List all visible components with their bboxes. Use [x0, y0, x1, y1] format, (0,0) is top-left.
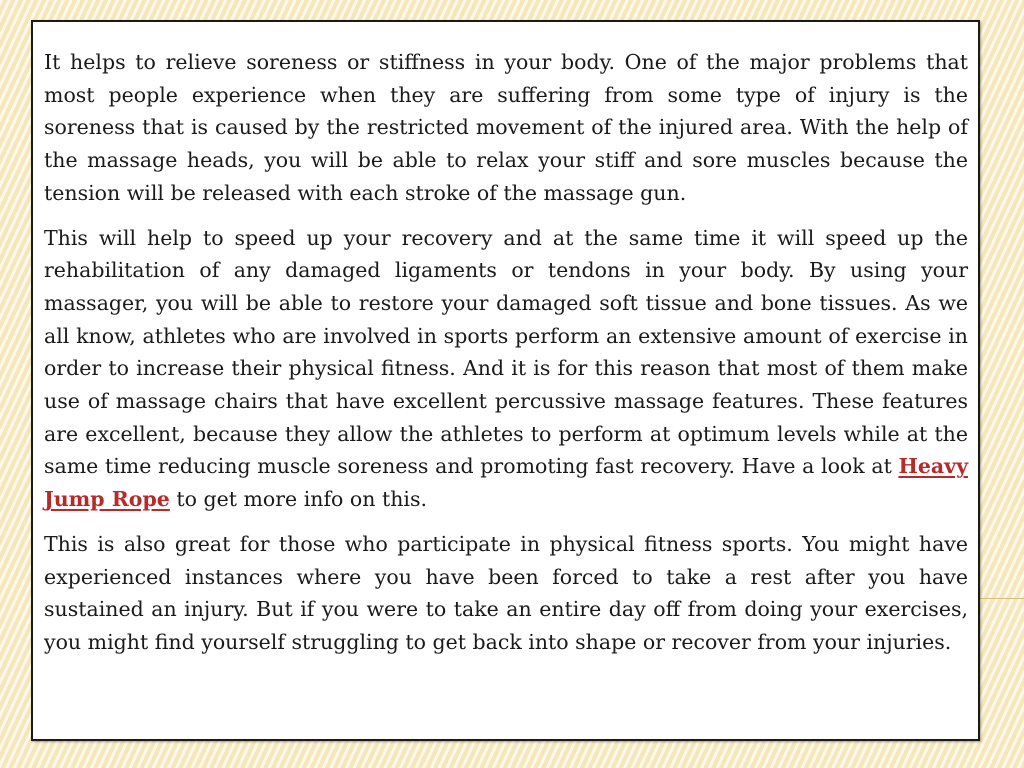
paragraph-3: This is also great for those who participate in physical fitness sports. You might have experienced instances where you have been forced to take a rest after you have sustained an injury. But if you were to take an entire day off from doing your exercises, you might find yourself struggling to get back into shape or recover from your injuries.	[44, 531, 968, 654]
paragraph-1: It helps to relieve soreness or stiffness in your body. One of the major problems that most people experience when they are suffering from some type of injury is the soreness that is caused by the restricted movement of the injured area. With the help of the massage heads, you will be able to relax your stiff and sore muscles because the tension will be released with each stroke of the massage gun.	[44, 50, 968, 205]
heavy-jump-rope-link[interactable]: Heavy Jump Rope	[44, 454, 968, 512]
paragraph-2-text-after-link: to get more info on this.	[169, 487, 428, 512]
slide-content-box	[31, 20, 980, 741]
decorative-accent-line	[980, 598, 1024, 599]
paragraph-2	[44, 222, 968, 516]
paragraph-2-text-before-link: This will help to speed up your recovery and at the same time it will speed up the rehabilitation of any damaged ligaments or tendons in your body. By using your massager, you will be able to restore your damaged soft tissue and bone tissues. As we all know, athletes who are involved in sports perform an extensive amount of exercise in order to increase their physical fitness. And it is for this reason that most of them make use of massage chairs that have excellent percussive massage features. These features are excellent, because they allow the athletes to perform at optimum levels while at the same time reducing muscle soreness and promoting fast recovery. Have a look at	[44, 225, 968, 479]
